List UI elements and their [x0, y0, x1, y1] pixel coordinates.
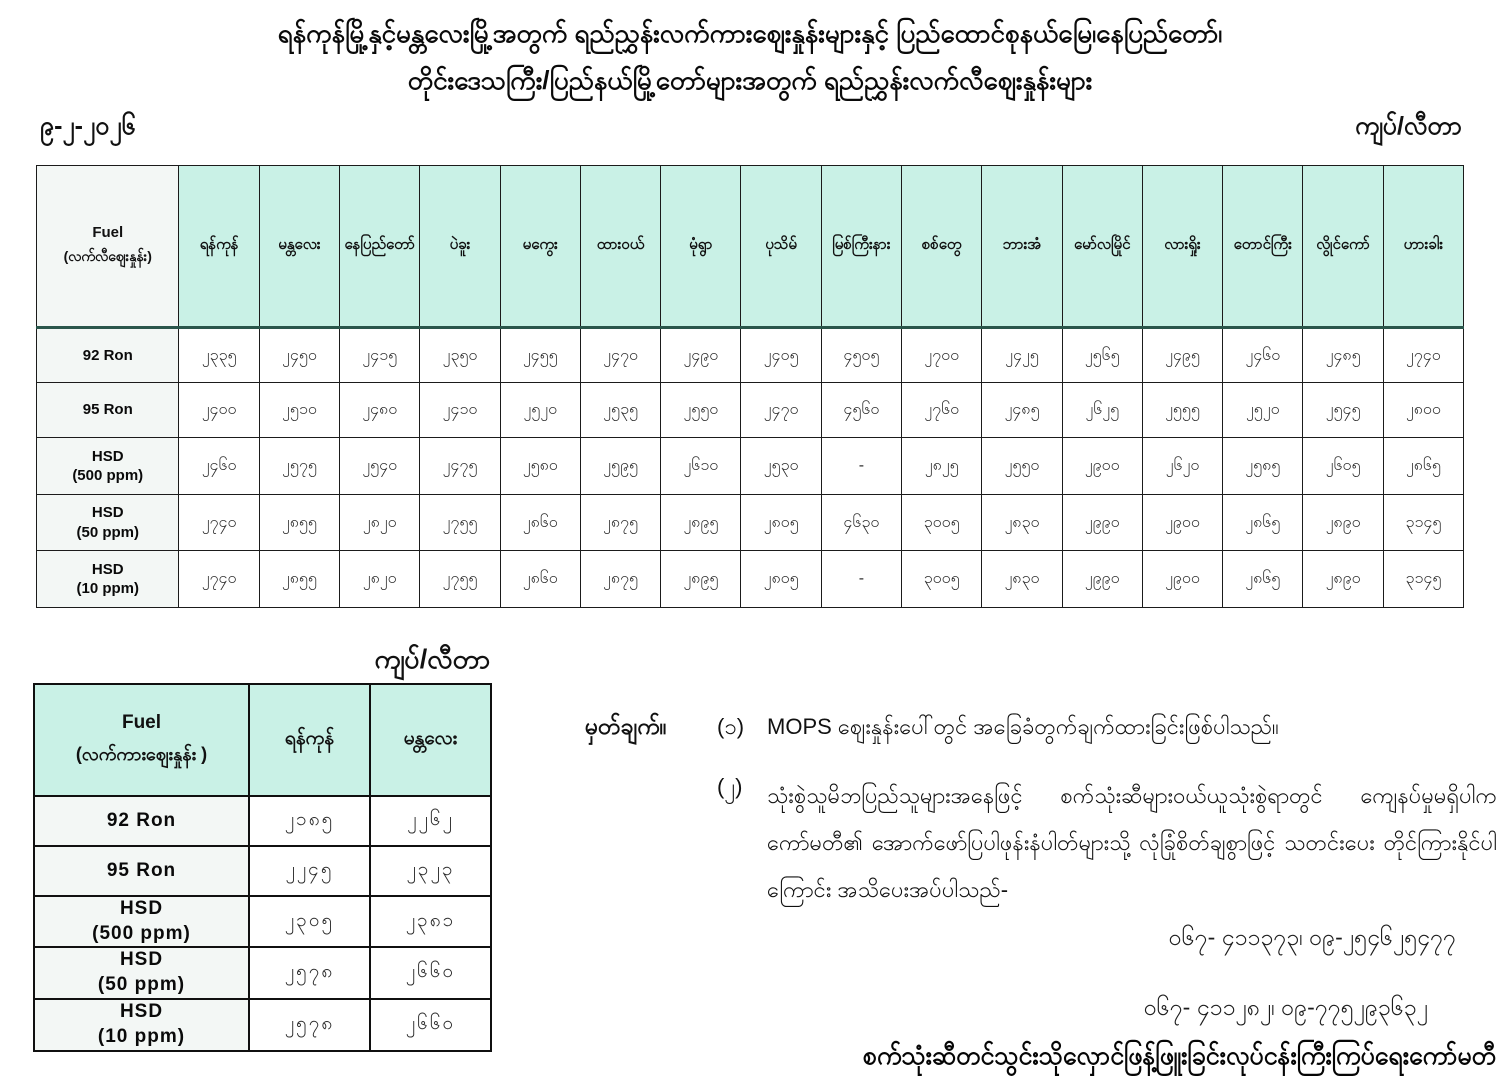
- note-1: [585, 712, 1497, 746]
- retail-price-cell-4-11: ၂၉၉၀: [1062, 551, 1142, 608]
- note-2-text: သုံးစွဲသူမိဘပြည်သူများအနေဖြင့် စက်သုံးဆီများဝယ်ယူသုံးစွဲရာတွင် ကျေနပ်မှုမရှိပါက ကော်မတီ၏ အောက်ဖော်ပြပါဖုန်းနံပါတ်များသို့ လုံခြုံစိတ်ချစွာဖြင့် သတင်းပေး တိုင်ကြားနိုင်ပါကြောင်း အသိပေးအပ်ပါသည်-: [767, 783, 1497, 902]
- retail-price-cell-2-3: ၂၄၇၅: [420, 438, 500, 495]
- unit-label-top: ကျပ်/လီတာ: [1355, 112, 1462, 140]
- retail-price-cell-3-13: ၂၈၆၅: [1223, 495, 1303, 551]
- retail-price-cell-0-6: ၂၄၉၀: [661, 328, 741, 383]
- retail-price-cell-2-0: ၂၄၆၀: [179, 438, 259, 495]
- retail-price-cell-0-9: ၂၇၀၀: [902, 328, 982, 383]
- retail-city-header-0: ရန်ကုန်: [179, 166, 259, 328]
- retail-price-cell-0-15: ၂၇၄၀: [1383, 328, 1463, 383]
- note-1-number: (၁): [717, 714, 745, 739]
- wholesale-price-cell-0-1: ၂၂၆၂: [370, 796, 491, 846]
- retail-price-cell-4-13: ၂၈၆၅: [1223, 551, 1303, 608]
- note-1-text: MOPS ဈေးနှုန်းပေါ်တွင် အခြေခံတွက်ချက်ထားခြင်းဖြစ်ပါသည်။: [767, 714, 1279, 739]
- wholesale-row-2: [34, 896, 491, 947]
- retail-city-header-8: မြစ်ကြီးနား: [821, 166, 901, 328]
- retail-price-cell-4-14: ၂၈၉၀: [1303, 551, 1383, 608]
- retail-fuel-label-2: HSD (500 ppm): [37, 438, 179, 495]
- retail-price-cell-1-15: ၂၈၀၀: [1383, 383, 1463, 438]
- retail-price-cell-4-5: ၂၈၇၅: [580, 551, 660, 608]
- retail-price-cell-1-5: ၂၅၃၅: [580, 383, 660, 438]
- retail-city-header-11: မော်လမြိုင်: [1062, 166, 1142, 328]
- retail-price-cell-3-5: ၂၈၇၅: [580, 495, 660, 551]
- wholesale-city-header-0: ရန်ကုန်: [249, 684, 370, 796]
- fuel-subheader-label: (လက်လီဈေးနှုန်း): [63, 248, 152, 264]
- wholesale-fuel-label-1: 95 Ron: [34, 846, 249, 896]
- retail-price-cell-0-7: ၂၄၀၅: [741, 328, 821, 383]
- retail-price-cell-1-12: ၂၅၅၅: [1142, 383, 1222, 438]
- retail-price-cell-0-10: ၂၄၂၅: [982, 328, 1062, 383]
- retail-price-cell-3-15: ၃၁၄၅: [1383, 495, 1463, 551]
- retail-price-cell-2-9: ၂၈၂၅: [902, 438, 982, 495]
- retail-fuel-label-1: 95 Ron: [37, 383, 179, 438]
- retail-price-cell-2-14: ၂၆၀၅: [1303, 438, 1383, 495]
- retail-price-cell-4-10: ၂၈၃၀: [982, 551, 1062, 608]
- committee-signature: စက်သုံးဆီတင်သွင်းသိုလှောင်ဖြန့်ဖြူးခြင်းလုပ်ငန်းကြီးကြပ်ရေးကော်မတီ: [862, 1042, 1496, 1070]
- wholesale-price-cell-4-0: ၂၅၇၈: [249, 999, 370, 1051]
- retail-fuel-label-3: HSD (50 ppm): [37, 495, 179, 551]
- notes-section: [585, 712, 1497, 913]
- retail-price-cell-0-3: ၂၃၅၀: [420, 328, 500, 383]
- retail-price-cell-2-6: ၂၆၁၀: [661, 438, 741, 495]
- retail-price-cell-2-11: ၂၉၀၀: [1062, 438, 1142, 495]
- retail-price-cell-1-14: ၂၅၄၅: [1303, 383, 1383, 438]
- retail-price-cell-4-8: -: [821, 551, 901, 608]
- retail-price-cell-2-5: ၂၅၉၅: [580, 438, 660, 495]
- retail-price-cell-0-5: ၂၄၇၀: [580, 328, 660, 383]
- retail-price-cell-2-15: ၂၈၆၅: [1383, 438, 1463, 495]
- retail-price-cell-3-1: ၂၈၅၅: [259, 495, 339, 551]
- retail-price-cell-3-2: ၂၈၂၀: [340, 495, 420, 551]
- retail-row-2: [37, 438, 1464, 495]
- page-title-line1: ရန်ကုန်မြို့နှင့်မန္တလေးမြို့အတွက် ရည်ညွှန်းလက်ကားဈေးနှုန်းများနှင့် ပြည်ထောင်စုနယ်မြေ၊နေပြည်တော်၊: [277, 18, 1223, 48]
- retail-price-cell-1-3: ၂၄၁၀: [420, 383, 500, 438]
- retail-fuel-label-0: 92 Ron: [37, 328, 179, 383]
- retail-price-cell-0-8: ၄၅၀၅: [821, 328, 901, 383]
- retail-row-4: [37, 551, 1464, 608]
- retail-city-header-7: ပုသိမ်: [741, 166, 821, 328]
- retail-price-cell-3-11: ၂၉၉၀: [1062, 495, 1142, 551]
- retail-price-cell-0-14: ၂၄၈၅: [1303, 328, 1383, 383]
- retail-price-cell-1-7: ၂၄၇၀: [741, 383, 821, 438]
- retail-price-cell-1-1: ၂၅၁၀: [259, 383, 339, 438]
- retail-price-cell-1-0: ၂၄၀၀: [179, 383, 259, 438]
- retail-price-cell-3-10: ၂၈၃၀: [982, 495, 1062, 551]
- retail-city-header-9: စစ်တွေ: [902, 166, 982, 328]
- retail-price-cell-1-4: ၂၅၂၀: [500, 383, 580, 438]
- retail-price-cell-4-15: ၃၁၄၅: [1383, 551, 1463, 608]
- retail-price-cell-2-8: -: [821, 438, 901, 495]
- wholesale-fuel-column-header: [34, 684, 249, 796]
- retail-price-cell-3-14: ၂၈၉၀: [1303, 495, 1383, 551]
- fuel-header-label: Fuel: [121, 711, 162, 733]
- retail-price-cell-1-2: ၂၄၈၀: [340, 383, 420, 438]
- wholesale-price-cell-3-0: ၂၅၇၈: [249, 947, 370, 998]
- retail-city-header-5: ထားဝယ်: [580, 166, 660, 328]
- retail-price-cell-2-1: ၂၅၇၅: [259, 438, 339, 495]
- wholesale-city-header-1: မန္တလေး: [370, 684, 491, 796]
- phone-line-2: ၀၆၇- ၄၁၁၂၈၂၊ ၀၉-၇၇၅၂၉၃၆၃၂: [1143, 994, 1428, 1020]
- wholesale-row-3: [34, 947, 491, 998]
- retail-price-cell-1-10: ၂၄၈၅: [982, 383, 1062, 438]
- retail-price-cell-0-12: ၂၄၉၅: [1142, 328, 1222, 383]
- wholesale-price-table-wrap: [33, 683, 492, 1052]
- retail-price-cell-0-4: ၂၄၅၅: [500, 328, 580, 383]
- retail-price-cell-4-2: ၂၈၂၀: [340, 551, 420, 608]
- retail-price-cell-2-7: ၂၅၃၀: [741, 438, 821, 495]
- retail-price-cell-0-1: ၂၄၅၀: [259, 328, 339, 383]
- wholesale-price-cell-1-0: ၂၂၄၅: [249, 846, 370, 896]
- retail-city-header-14: လွိုင်ကော်: [1303, 166, 1383, 328]
- note-2: [585, 772, 1497, 913]
- retail-city-header-6: မုံရွာ: [661, 166, 741, 328]
- retail-price-cell-3-0: ၂၇၄၀: [179, 495, 259, 551]
- retail-price-cell-1-11: ၂၆၂၅: [1062, 383, 1142, 438]
- retail-city-header-15: ဟားခါး: [1383, 166, 1463, 328]
- note-2-number: (၂): [717, 774, 743, 799]
- retail-row-1: [37, 383, 1464, 438]
- retail-price-cell-2-12: ၂၆၂၀: [1142, 438, 1222, 495]
- notes-label: မှတ်ချက်။: [585, 713, 667, 739]
- retail-price-cell-3-8: ၄၆၃၀: [821, 495, 901, 551]
- retail-price-cell-4-1: ၂၈၅၅: [259, 551, 339, 608]
- retail-city-header-10: ဘားအံ: [982, 166, 1062, 328]
- retail-price-cell-1-13: ၂၅၂၀: [1223, 383, 1303, 438]
- retail-price-cell-3-3: ၂၇၅၅: [420, 495, 500, 551]
- retail-fuel-column-header: [37, 166, 179, 328]
- wholesale-price-cell-2-0: ၂၃၀၅: [249, 896, 370, 947]
- wholesale-price-cell-1-1: ၂၃၂၃: [370, 846, 491, 896]
- wholesale-price-cell-4-1: ၂၆၆၀: [370, 999, 491, 1051]
- retail-city-header-13: တောင်ကြီး: [1223, 166, 1303, 328]
- wholesale-row-0: [34, 796, 491, 846]
- retail-price-cell-1-9: ၂၇၆၀: [902, 383, 982, 438]
- unit-label-wholesale: ကျပ်/လီတာ: [374, 644, 490, 674]
- wholesale-price-cell-2-1: ၂၃၈၁: [370, 896, 491, 947]
- wholesale-row-4: [34, 999, 491, 1051]
- retail-price-cell-4-4: ၂၈၆၀: [500, 551, 580, 608]
- retail-price-cell-3-7: ၂၈၀၅: [741, 495, 821, 551]
- retail-price-cell-1-8: ၄၅၆၀: [821, 383, 901, 438]
- retail-price-cell-2-13: ၂၅၈၅: [1223, 438, 1303, 495]
- retail-price-cell-2-4: ၂၅၈၀: [500, 438, 580, 495]
- retail-price-cell-3-4: ၂၈၆၀: [500, 495, 580, 551]
- retail-price-cell-4-9: ၃၀၀၅: [902, 551, 982, 608]
- date-label: ၉-၂-၂၀၂၆: [40, 112, 136, 140]
- retail-price-cell-4-7: ၂၈၀၅: [741, 551, 821, 608]
- page-title-line2: တိုင်းဒေသကြီး/ပြည်နယ်မြို့တော်များအတွက် ရည်ညွှန်းလက်လီဈေးနှုန်းများ: [407, 65, 1093, 95]
- retail-price-cell-0-2: ၂၄၁၅: [340, 328, 420, 383]
- retail-price-cell-4-0: ၂၇၄၀: [179, 551, 259, 608]
- wholesale-row-1: [34, 846, 491, 896]
- retail-price-cell-4-3: ၂၇၅၅: [420, 551, 500, 608]
- retail-price-cell-3-9: ၃၀၀၅: [902, 495, 982, 551]
- retail-row-0: [37, 328, 1464, 383]
- wholesale-fuel-label-0: 92 Ron: [34, 796, 249, 846]
- retail-city-header-2: နေပြည်တော်: [340, 166, 420, 328]
- retail-price-cell-0-0: ၂၃၃၅: [179, 328, 259, 383]
- retail-city-header-1: မန္တလေး: [259, 166, 339, 328]
- wholesale-fuel-label-3: HSD (50 ppm): [34, 947, 249, 998]
- retail-price-cell-4-12: ၂၉၀၀: [1142, 551, 1222, 608]
- retail-price-cell-0-13: ၂၄၆၀: [1223, 328, 1303, 383]
- wholesale-price-table: [33, 683, 492, 1052]
- retail-price-cell-1-6: ၂၅၅၀: [661, 383, 741, 438]
- retail-city-header-4: မကွေး: [500, 166, 580, 328]
- retail-price-cell-2-10: ၂၅၅၀: [982, 438, 1062, 495]
- wholesale-price-cell-0-0: ၂၁၈၅: [249, 796, 370, 846]
- retail-fuel-label-4: HSD (10 ppm): [37, 551, 179, 608]
- fuel-subheader-label: (လက်ကားဈေးနှုန်း ): [75, 743, 208, 764]
- wholesale-fuel-label-4: HSD (10 ppm): [34, 999, 249, 1051]
- phone-line-1: ၀၆၇- ၄၁၁၃၇၃၊ ၀၉-၂၅၄၆၂၅၄၇၇: [1168, 924, 1456, 950]
- retail-price-cell-0-11: ၂၅၆၅: [1062, 328, 1142, 383]
- retail-city-header-12: လားရှိုး: [1142, 166, 1222, 328]
- retail-row-3: [37, 495, 1464, 551]
- wholesale-price-cell-3-1: ၂၆၆၀: [370, 947, 491, 998]
- retail-price-cell-3-6: ၂၈၉၅: [661, 495, 741, 551]
- retail-price-cell-4-6: ၂၈၉၅: [661, 551, 741, 608]
- retail-price-cell-2-2: ၂၅၄၀: [340, 438, 420, 495]
- page-title: [0, 10, 1500, 104]
- fuel-header-label: Fuel: [92, 224, 124, 241]
- retail-price-cell-3-12: ၂၉၀၀: [1142, 495, 1222, 551]
- retail-city-header-3: ပဲခူး: [420, 166, 500, 328]
- wholesale-fuel-label-2: HSD (500 ppm): [34, 896, 249, 947]
- retail-price-table-wrap: [36, 165, 1464, 608]
- retail-price-table: [36, 165, 1464, 608]
